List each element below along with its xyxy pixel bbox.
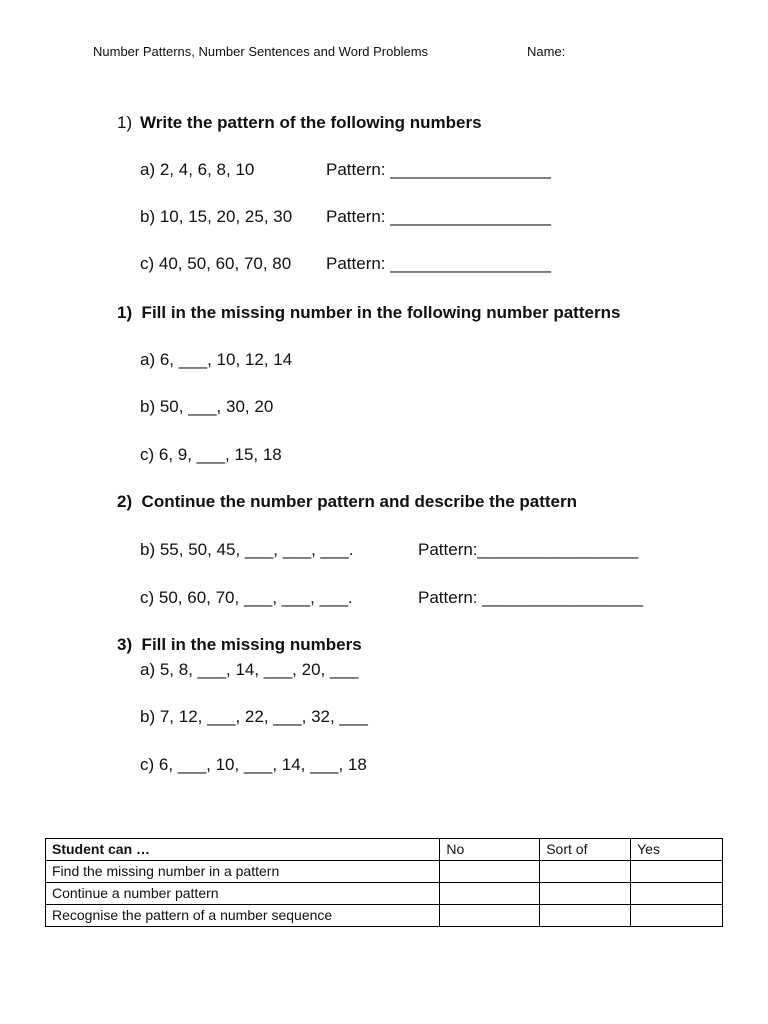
- name-label: Name:: [527, 44, 566, 59]
- cell-no[interactable]: [440, 905, 540, 927]
- cell-sort-of[interactable]: [540, 905, 631, 927]
- section1-heading: Write the pattern of the following numbers: [140, 113, 482, 132]
- section2-item-b: b) 50, ___, 30, 20: [140, 397, 274, 416]
- section1-number: 1): [117, 113, 133, 132]
- cell-sort-of[interactable]: [540, 861, 631, 883]
- section4-item-b: b) 7, 12, ___, 22, ___, 32, ___: [140, 707, 368, 726]
- section4-heading: 3) Fill in the missing numbers: [117, 635, 362, 654]
- skill-label: Continue a number pattern: [46, 883, 440, 905]
- section1-item-b-sequence: b) 10, 15, 20, 25, 30: [140, 207, 293, 226]
- section3-item-c-sequence: c) 50, 60, 70, ___, ___, ___.: [140, 588, 353, 607]
- section1-item-a-pattern: Pattern: _________________: [326, 160, 551, 179]
- worksheet-title: Number Patterns, Number Sentences and Word Problems: [93, 44, 429, 59]
- header-student-can: Student can …: [46, 839, 440, 861]
- section1-item-b-pattern: Pattern: _________________: [326, 207, 551, 226]
- section3-item-b-pattern: Pattern:_________________: [418, 540, 639, 559]
- table-row: [46, 883, 723, 905]
- section2-heading: 1) Fill in the missing number in the following number patterns: [117, 303, 621, 322]
- section2-item-a: a) 6, ___, 10, 12, 14: [140, 350, 293, 369]
- skill-label: Recognise the pattern of a number sequence: [46, 905, 440, 927]
- section3-item-b-sequence: b) 55, 50, 45, ___, ___, ___.: [140, 540, 354, 559]
- table-header-row: [46, 839, 723, 861]
- skill-label: Find the missing number in a pattern: [46, 861, 440, 883]
- header-no: No: [440, 839, 540, 861]
- self-assessment-table: [45, 838, 723, 927]
- cell-no[interactable]: [440, 883, 540, 905]
- section1-item-c-sequence: c) 40, 50, 60, 70, 80: [140, 254, 292, 273]
- section3-heading: 2) Continue the number pattern and describe the pattern: [117, 492, 577, 511]
- cell-sort-of[interactable]: [540, 883, 631, 905]
- header-sort-of: Sort of: [540, 839, 631, 861]
- cell-yes[interactable]: [631, 883, 723, 905]
- section1-item-c-pattern: Pattern: _________________: [326, 254, 551, 273]
- table-row: [46, 905, 723, 927]
- header-yes: Yes: [631, 839, 723, 861]
- section1-item-a-sequence: a) 2, 4, 6, 8, 10: [140, 160, 255, 179]
- section4-item-a: a) 5, 8, ___, 14, ___, 20, ___: [140, 660, 359, 679]
- section2-item-c: c) 6, 9, ___, 15, 18: [140, 445, 282, 464]
- cell-yes[interactable]: [631, 905, 723, 927]
- table-row: [46, 861, 723, 883]
- cell-no[interactable]: [440, 861, 540, 883]
- section3-item-c-pattern: Pattern: _________________: [418, 588, 643, 607]
- cell-yes[interactable]: [631, 861, 723, 883]
- section4-item-c: c) 6, ___, 10, ___, 14, ___, 18: [140, 755, 367, 774]
